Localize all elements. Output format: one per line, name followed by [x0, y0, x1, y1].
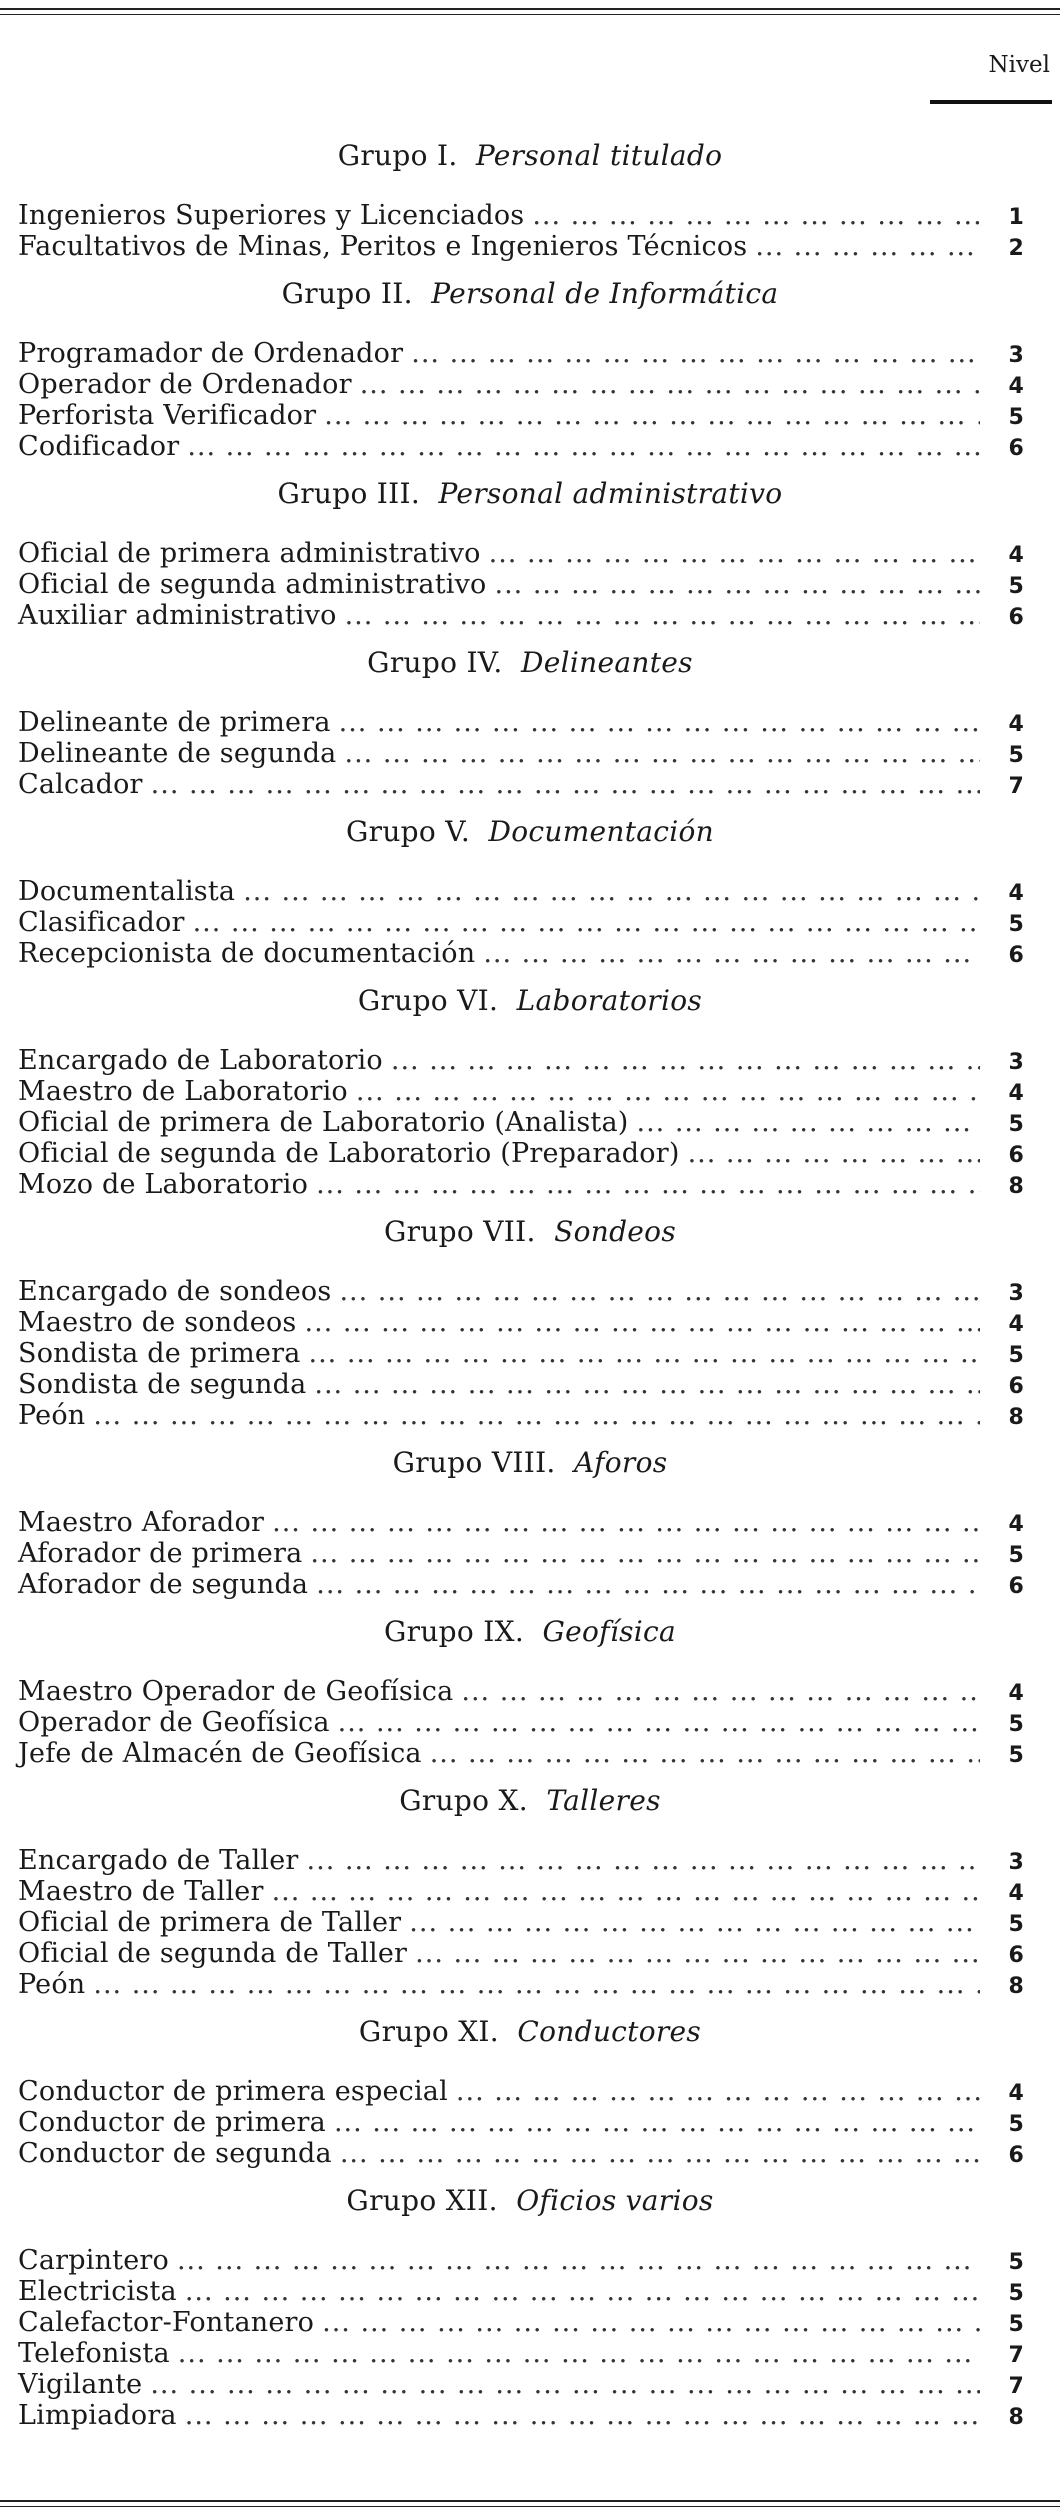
- category-row: [0, 938, 1060, 969]
- group-number: Grupo V.: [345, 815, 471, 848]
- group-heading: [0, 1445, 1060, 1481]
- category-row: [0, 2307, 1060, 2338]
- category-label: Aforador de primera: [18, 1538, 303, 1569]
- dot-leader: [305, 1307, 981, 1338]
- category-row: [0, 769, 1060, 800]
- category-label: Operador de Geofísica: [18, 1707, 330, 1738]
- dot-leader: [483, 938, 980, 969]
- dot-leader: [532, 200, 980, 231]
- dot-leader: [150, 2369, 980, 2400]
- category-row: [0, 1076, 1060, 1107]
- category-label: Mozo de Laboratorio: [18, 1169, 309, 1200]
- group-title: Conductores: [517, 2015, 702, 2048]
- category-row: [0, 1738, 1060, 1769]
- group-number: Grupo XII.: [346, 2184, 498, 2217]
- dot-leader: [177, 2245, 980, 2276]
- dot-leader: [356, 1076, 980, 1107]
- dot-leader: [344, 738, 980, 769]
- category-row: [0, 1276, 1060, 1307]
- level-value: 6: [1008, 605, 1024, 630]
- level-value: 5: [1008, 1912, 1024, 1937]
- group-number: Grupo II.: [281, 277, 413, 310]
- level-value: 4: [1008, 2081, 1024, 2106]
- dot-leader: [409, 1907, 980, 1938]
- dot-leader: [185, 2276, 980, 2307]
- category-row: [0, 338, 1060, 369]
- category-label: Aforador de segunda: [18, 1569, 309, 1600]
- category-row: [0, 1307, 1060, 1338]
- category-row: [0, 2076, 1060, 2107]
- category-label: Maestro de Laboratorio: [18, 1076, 348, 1107]
- category-row: [0, 1169, 1060, 1200]
- group-section: [0, 2183, 1060, 2431]
- dot-leader: [456, 2076, 980, 2107]
- dot-leader: [187, 431, 980, 462]
- dot-leader: [360, 369, 980, 400]
- level-value: 8: [1008, 1405, 1024, 1430]
- bottom-rule-inner: [0, 2506, 1060, 2507]
- category-label: Conductor de primera: [18, 2107, 326, 2138]
- category-row: [0, 1045, 1060, 1076]
- category-row: [0, 2138, 1060, 2169]
- category-row: [0, 876, 1060, 907]
- category-label: Peón: [18, 1969, 86, 2000]
- group-title: Personal de Informática: [431, 277, 779, 310]
- level-value: 5: [1008, 743, 1024, 768]
- category-row: [0, 538, 1060, 569]
- level-value: 4: [1008, 374, 1024, 399]
- level-value: 6: [1008, 2143, 1024, 2168]
- dot-leader: [430, 1738, 980, 1769]
- category-label: Calefactor-Fontanero: [18, 2307, 315, 2338]
- category-label: Maestro Aforador: [18, 1507, 265, 1538]
- dot-leader: [178, 2338, 980, 2369]
- category-label: Oficial de primera de Laboratorio (Analista): [18, 1107, 629, 1138]
- level-value: 4: [1008, 1081, 1024, 1106]
- category-label: Codificador: [18, 431, 180, 462]
- group-title: Personal administrativo: [438, 477, 783, 510]
- group-title: Laboratorios: [516, 984, 703, 1017]
- level-value: 4: [1008, 1681, 1024, 1706]
- group-section: [0, 1783, 1060, 2000]
- category-label: Sondista de primera: [18, 1338, 301, 1369]
- level-value: 7: [1008, 774, 1024, 799]
- level-value: 5: [1008, 1712, 1024, 1737]
- dot-leader: [93, 1969, 980, 2000]
- category-list: [0, 138, 1060, 2445]
- category-row: [0, 1707, 1060, 1738]
- level-value: 3: [1008, 1281, 1024, 1306]
- level-value: 6: [1008, 1143, 1024, 1168]
- group-heading: [0, 138, 1060, 174]
- group-section: [0, 645, 1060, 800]
- category-label: Facultativos de Minas, Peritos e Ingenieros Técnicos: [18, 231, 748, 262]
- category-row: [0, 2338, 1060, 2369]
- dot-leader: [316, 1569, 980, 1600]
- level-value: 6: [1008, 943, 1024, 968]
- level-value: 6: [1008, 1943, 1024, 1968]
- category-row: [0, 231, 1060, 262]
- group-number: Grupo X.: [399, 1784, 528, 1817]
- dot-leader: [316, 1169, 980, 1200]
- group-number: Grupo I.: [337, 139, 458, 172]
- category-row: [0, 1845, 1060, 1876]
- level-value: 8: [1008, 2405, 1024, 2430]
- group-section: [0, 138, 1060, 262]
- group-section: [0, 814, 1060, 969]
- category-row: [0, 1107, 1060, 1138]
- group-number: Grupo IX.: [384, 1615, 525, 1648]
- level-value: 5: [1008, 1743, 1024, 1768]
- category-label: Oficial de primera de Taller: [18, 1907, 402, 1938]
- group-heading: [0, 1214, 1060, 1250]
- level-value: 5: [1008, 1343, 1024, 1368]
- level-value: 4: [1008, 1512, 1024, 1537]
- dot-leader: [339, 707, 980, 738]
- category-label: Delineante de segunda: [18, 738, 337, 769]
- category-row: [0, 400, 1060, 431]
- category-label: Maestro de sondeos: [18, 1307, 297, 1338]
- category-label: Maestro Operador de Geofísica: [18, 1676, 454, 1707]
- category-label: Encargado de Laboratorio: [18, 1045, 383, 1076]
- category-row: [0, 1938, 1060, 1969]
- group-heading: [0, 2014, 1060, 2050]
- category-row: [0, 2245, 1060, 2276]
- level-value: 5: [1008, 2250, 1024, 2275]
- category-row: [0, 1400, 1060, 1431]
- level-column-header: Nivel: [988, 52, 1050, 78]
- category-row: [0, 707, 1060, 738]
- level-value: 2: [1008, 236, 1024, 261]
- group-heading: [0, 983, 1060, 1019]
- category-label: Oficial de primera administrativo: [18, 538, 481, 569]
- category-label: Vigilante: [18, 2369, 143, 2400]
- top-rule: [0, 8, 1060, 10]
- dot-leader: [151, 769, 980, 800]
- group-title: Geofísica: [542, 1615, 676, 1648]
- dot-leader: [489, 538, 980, 569]
- dot-leader: [93, 1400, 980, 1431]
- level-value: 5: [1008, 2112, 1024, 2137]
- level-value: 1: [1008, 205, 1024, 230]
- level-value: 4: [1008, 1312, 1024, 1337]
- category-row: [0, 2107, 1060, 2138]
- group-title: Aforos: [574, 1446, 668, 1479]
- dot-leader: [688, 1138, 980, 1169]
- dot-leader: [272, 1876, 980, 1907]
- group-number: Grupo XI.: [358, 2015, 499, 2048]
- category-row: [0, 738, 1060, 769]
- dot-leader: [307, 1845, 980, 1876]
- group-section: [0, 2014, 1060, 2169]
- group-section: [0, 1614, 1060, 1769]
- group-title: Sondeos: [554, 1215, 677, 1248]
- category-row: [0, 1569, 1060, 1600]
- level-value: 4: [1008, 712, 1024, 737]
- dot-leader: [339, 1276, 980, 1307]
- dot-leader: [345, 600, 980, 631]
- level-value: 6: [1008, 1374, 1024, 1399]
- group-title: Talleres: [546, 1784, 661, 1817]
- group-heading: [0, 1614, 1060, 1650]
- dot-leader: [322, 2307, 980, 2338]
- category-label: Maestro de Taller: [18, 1876, 264, 1907]
- group-heading: [0, 645, 1060, 681]
- group-section: [0, 1214, 1060, 1431]
- category-label: Calcador: [18, 769, 143, 800]
- dot-leader: [193, 907, 980, 938]
- group-title: Documentación: [488, 815, 715, 848]
- category-label: Jefe de Almacén de Geofísica: [18, 1738, 422, 1769]
- level-value: 3: [1008, 1050, 1024, 1075]
- level-value: 4: [1008, 881, 1024, 906]
- category-row: [0, 1676, 1060, 1707]
- level-value: 8: [1008, 1174, 1024, 1199]
- category-label: Limpiadora: [18, 2400, 177, 2431]
- category-label: Encargado de sondeos: [18, 1276, 332, 1307]
- dot-leader: [309, 1338, 980, 1369]
- group-title: Delineantes: [521, 646, 693, 679]
- category-label: Delineante de primera: [18, 707, 331, 738]
- dot-leader: [334, 2107, 980, 2138]
- group-number: Grupo VIII.: [392, 1446, 556, 1479]
- group-heading: [0, 814, 1060, 850]
- category-row: [0, 369, 1060, 400]
- category-row: [0, 200, 1060, 231]
- dot-leader: [461, 1676, 980, 1707]
- dot-leader: [391, 1045, 980, 1076]
- category-row: [0, 907, 1060, 938]
- dot-leader: [340, 2138, 980, 2169]
- category-row: [0, 431, 1060, 462]
- category-label: Carpintero: [18, 2245, 169, 2276]
- category-row: [0, 1907, 1060, 1938]
- dot-leader: [411, 338, 980, 369]
- group-section: [0, 1445, 1060, 1600]
- category-label: Sondista de segunda: [18, 1369, 307, 1400]
- category-label: Oficial de segunda administrativo: [18, 569, 487, 600]
- category-label: Telefonista: [18, 2338, 170, 2369]
- category-label: Electricista: [18, 2276, 177, 2307]
- dot-leader: [415, 1938, 980, 1969]
- group-number: Grupo VI.: [357, 984, 499, 1017]
- category-row: [0, 1338, 1060, 1369]
- category-row: [0, 1507, 1060, 1538]
- group-title: Personal titulado: [475, 139, 723, 172]
- level-value: 5: [1008, 1543, 1024, 1568]
- group-heading: [0, 276, 1060, 312]
- level-value: 6: [1008, 1574, 1024, 1599]
- dot-leader: [495, 569, 981, 600]
- dot-leader: [755, 231, 980, 262]
- dot-leader: [272, 1507, 980, 1538]
- category-row: [0, 569, 1060, 600]
- category-row: [0, 1876, 1060, 1907]
- group-number: Grupo VII.: [383, 1215, 536, 1248]
- category-label: Auxiliar administrativo: [18, 600, 337, 631]
- group-heading: [0, 1783, 1060, 1819]
- category-label: Oficial de segunda de Laboratorio (Preparador): [18, 1138, 680, 1169]
- group-heading: [0, 476, 1060, 512]
- category-row: [0, 2276, 1060, 2307]
- category-label: Documentalista: [18, 876, 236, 907]
- dot-leader: [310, 1538, 980, 1569]
- level-value: 4: [1008, 543, 1024, 568]
- dot-leader: [185, 2400, 980, 2431]
- level-value: 4: [1008, 1881, 1024, 1906]
- level-value: 3: [1008, 1850, 1024, 1875]
- level-value: 5: [1008, 2281, 1024, 2306]
- dot-leader: [637, 1107, 981, 1138]
- level-value: 5: [1008, 912, 1024, 937]
- top-rule-inner: [0, 14, 1060, 15]
- bottom-rule: [0, 2500, 1060, 2502]
- category-row: [0, 2369, 1060, 2400]
- group-number: Grupo IV.: [367, 646, 503, 679]
- category-label: Perforista Verificador: [18, 400, 317, 431]
- level-value: 7: [1008, 2343, 1024, 2368]
- level-value: 8: [1008, 1974, 1024, 1999]
- category-label: Operador de Ordenador: [18, 369, 352, 400]
- category-label: Recepcionista de documentación: [18, 938, 476, 969]
- category-row: [0, 1369, 1060, 1400]
- group-title: Oficios varios: [516, 2184, 714, 2217]
- category-label: Encargado de Taller: [18, 1845, 299, 1876]
- category-row: [0, 600, 1060, 631]
- category-label: Oficial de segunda de Taller: [18, 1938, 408, 1969]
- category-label: Programador de Ordenador: [18, 338, 404, 369]
- group-section: [0, 476, 1060, 631]
- level-value: 5: [1008, 1112, 1024, 1137]
- group-heading: [0, 2183, 1060, 2219]
- group-number: Grupo III.: [277, 477, 421, 510]
- level-header-rule: [930, 100, 1052, 104]
- category-row: [0, 1138, 1060, 1169]
- category-row: [0, 1969, 1060, 2000]
- category-row: [0, 2400, 1060, 2431]
- category-label: Clasificador: [18, 907, 185, 938]
- category-row: [0, 1538, 1060, 1569]
- dot-leader: [243, 876, 980, 907]
- category-label: Peón: [18, 1400, 86, 1431]
- group-section: [0, 276, 1060, 462]
- dot-leader: [338, 1707, 980, 1738]
- level-value: 7: [1008, 2374, 1024, 2399]
- level-value: 6: [1008, 436, 1024, 461]
- level-value: 5: [1008, 574, 1024, 599]
- category-label: Conductor de primera especial: [18, 2076, 448, 2107]
- dot-leader: [324, 400, 980, 431]
- level-value: 5: [1008, 405, 1024, 430]
- level-value: 5: [1008, 2312, 1024, 2337]
- category-label: Conductor de segunda: [18, 2138, 332, 2169]
- level-value: 3: [1008, 343, 1024, 368]
- category-label: Ingenieros Superiores y Licenciados: [18, 200, 525, 231]
- group-section: [0, 983, 1060, 1200]
- dot-leader: [314, 1369, 980, 1400]
